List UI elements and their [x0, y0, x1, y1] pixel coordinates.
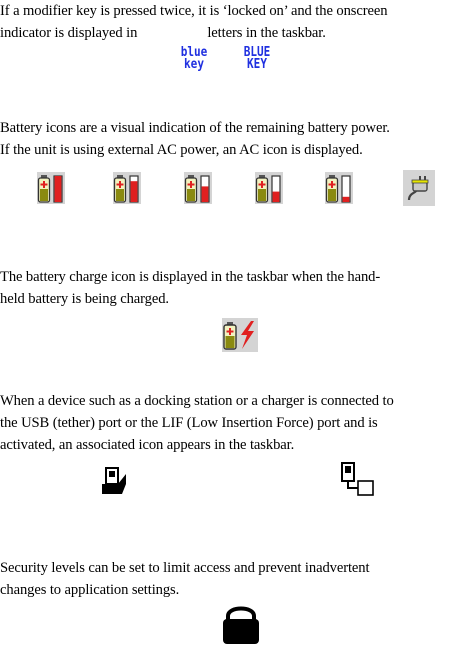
- battery-level-icon: [325, 172, 353, 204]
- text-line: If a modifier key is pressed twice, it is ‘locked on’ and the onscreen: [0, 3, 388, 19]
- text-line: If the unit is using external AC power, an AC icon is displayed.: [0, 142, 363, 158]
- battery-paragraph: [0, 117, 476, 161]
- security-lock-icon: [222, 602, 260, 644]
- text-line: When a device such as a docking station or a charger is connected to: [0, 393, 394, 409]
- battery-level-icon: [255, 172, 283, 204]
- battery-level-icon: [184, 172, 212, 204]
- text-line: the USB (tether) port or the LIF (Low Insertion Force) port and is: [0, 415, 378, 431]
- text-line: The battery charge icon is displayed in the taskbar when the hand-: [0, 269, 381, 285]
- battery-charging-icon: [222, 318, 258, 352]
- text-line: letters in the taskbar.: [207, 25, 326, 41]
- charge-paragraph: [0, 266, 476, 310]
- blue-key-lowercase-icon: blue key: [180, 45, 208, 72]
- blue-key-uppercase-icon: BLUE KEY: [243, 45, 271, 72]
- security-paragraph: [0, 557, 476, 601]
- text-line: Security levels can be set to limit access and prevent inadvertent: [0, 560, 370, 576]
- battery-level-icon: [113, 172, 141, 204]
- lif-port-icon: [340, 461, 376, 497]
- modifier-key-paragraph: [0, 0, 476, 44]
- text-line: held battery is being charged.: [0, 291, 169, 307]
- usb-paragraph: [0, 390, 476, 456]
- text-line: changes to application settings.: [0, 582, 180, 598]
- text-line: indicator is displayed in: [0, 25, 138, 41]
- text-line: activated, an associated icon appears in the taskbar.: [0, 437, 295, 453]
- ac-plug-icon: [403, 170, 435, 206]
- usb-tether-icon: [100, 466, 128, 496]
- text-line: Battery icons are a visual indication of the remaining battery power.: [0, 120, 390, 136]
- battery-level-icon: [37, 172, 65, 204]
